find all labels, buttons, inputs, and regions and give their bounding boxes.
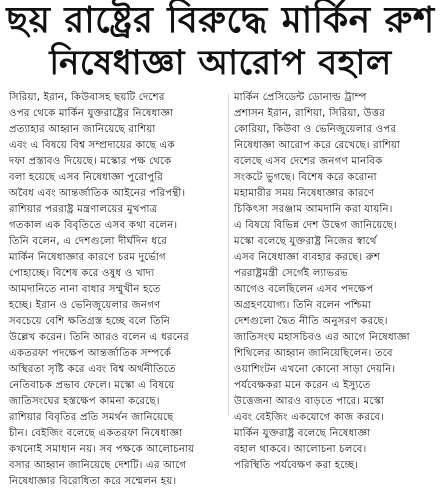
article-line: জাতিসংঘ মহাসচিবও এর আগে নিষেধাজ্ঞা (234, 332, 410, 343)
article-line: ওপর থেকে মার্কিন যুক্তরাষ্ট্রের নিষেধাজ্ঞা (9, 108, 174, 119)
article-line: পোহাচ্ছে। বিশেষ করে ওষুধ ও খাদ্য (9, 268, 155, 279)
headline-line-2: নিষেধাজ্ঞা আরোপ বহাল (49, 43, 392, 83)
article-line: দফা প্রস্তাবও দিয়েছে। মস্কোর পক্ষ থেকে (9, 156, 172, 167)
article-line: এসব নিষেধাজ্ঞা ব্যবহার করছে। রুশ (234, 252, 381, 263)
article-line: উল্লেখ করেন। তিনি আরও বলেন এ ধরনের (9, 332, 189, 343)
article-line: অস্থিরতা সৃষ্টি করে এবং বিশ্ব অর্থনীতিতে (9, 364, 176, 375)
article-line: বহাল থাকবে। আলোচনা চলবে। (234, 444, 367, 455)
headline-line-1: ছয় রাষ্ট্রের বিরুদ্ধে মার্কিন রুশ (6, 0, 435, 41)
article-line: হচ্ছে। ইরান ও ভেনিজুয়েলার জনগণ (9, 300, 161, 311)
article-line: রাশিয়ার পররাষ্ট্র মন্ত্রণালয়ের মুখপাত্র (9, 204, 158, 215)
column-divider (228, 94, 229, 416)
article-line: দেশগুলো দ্বৈত নীতি অনুসরণ করছে। (234, 316, 388, 327)
article-line: এবং এ বিষয়ে বিশ্ব সম্প্রদায়ের কাছে এক (9, 140, 175, 151)
article-line: সিরিয়া, ইরান, কিউবাসহ ছয়টি দেশের (9, 92, 165, 103)
article-line: চিকিৎসা সরঞ্জাম আমদানি করা যায়নি। (234, 204, 393, 215)
article-line: সংকটে ভুগছে। বিশেষ করে করোনা (234, 172, 377, 183)
article-line: আগেও বলেছিলেন এসব পদক্ষেপ (234, 284, 374, 295)
article-line: ওয়াশিংটন এখনো কোনো সাড়া দেয়নি। (234, 364, 396, 375)
article-line: চীন। বেইজিং বলেছে একতরফা নিষেধাজ্ঞা (9, 428, 183, 439)
article-line: গতকাল এক বিবৃতিতে এসব কথা বলেন। (9, 220, 178, 231)
article-line: পরিস্থিতি পর্যবেক্ষণ করা হচ্ছে। (234, 460, 359, 471)
article-line: বলেছে এসব দেশের জনগণ মানবিক (234, 156, 383, 167)
article-line: তিনি বলেন, এ দেশগুলো দীর্ঘদিন ধরে (9, 236, 168, 247)
article-line: নেতিবাচক প্রভাব ফেলে। মস্কো এ বিষয়ে (9, 380, 175, 391)
article-line: কখনোই সমাধান নয়। সব পক্ষকে আলোচনায় (9, 444, 195, 455)
article-line: সবচেয়ে বেশি ক্ষতিগ্রস্ত হচ্ছে বলে তিনি (9, 316, 170, 327)
article-line: অবৈধ এবং আন্তর্জাতিক আইনের পরিপন্থী। (9, 188, 186, 199)
article-line: প্রত্যাহার আহ্বান জানিয়েছে রাশিয়া (9, 124, 156, 135)
article-line: প্রশাসন ইরান, রাশিয়া, সিরিয়া, উত্তর (234, 108, 386, 119)
article-line: শিথিলের আহ্বান জানিয়েছিলেন। তবে (234, 348, 393, 359)
article-line: একতরফা পদক্ষেপ আন্তর্জাতিক সম্পর্কে (9, 348, 172, 359)
article-line: মার্কিন প্রেসিডেন্ট ডোনাল্ড ট্রাম্প (234, 92, 367, 103)
article-line: অগ্রহণযোগ্য। তিনি বলেন পশ্চিমা (234, 300, 371, 311)
article-column-right (234, 90, 434, 471)
article-line: এবং বেইজিং একযোগে কাজ করবে। (234, 412, 384, 423)
article-line: জাতিসংঘের হস্তক্ষেপ কামনা করেছে। (9, 396, 160, 407)
article-line: বলা হয়েছে এসব নিষেধাজ্ঞা পুরোপুরি (9, 172, 164, 183)
article-line: কোরিয়া, কিউবা ও ভেনিজুয়েলার ওপর (234, 124, 397, 135)
article-line: নিষেধাজ্ঞা আরোপ করে রেখেছে। রাশিয়া (234, 140, 401, 151)
article-line: নিষেধাজ্ঞার বিরোধিতা করে সম্মেলন হয়। (9, 476, 177, 487)
article-line: এ বিষয়ে বিভিন্ন দেশ উদ্বেগ জানিয়েছে। (234, 220, 397, 231)
article-column-left (9, 90, 223, 487)
article-line: মস্কো বলেছে যুক্তরাষ্ট্র নিজের স্বার্থে (234, 236, 377, 247)
article-line: রাশিয়ার বিবৃতির প্রতি সমর্থন জানিয়েছে (9, 412, 174, 423)
article-line: বসার আহ্বান জানিয়েছে দেশটি। এর আগে (9, 460, 187, 471)
article-line: আমদানিতে নানা বাধার সম্মুখীন হতে (9, 284, 161, 295)
article-line: পররাষ্ট্রমন্ত্রী সের্গেই ল্যাভরভ (234, 268, 348, 279)
article-line: পর্যবেক্ষকরা মনে করেন এ ইস্যুতে (234, 380, 371, 391)
article-line: উত্তেজনা আরও বাড়তে পারে। মস্কো (234, 396, 385, 407)
article-line: মহামারীর সময় নিষেধাজ্ঞার কারণে (234, 188, 375, 199)
article-line: মার্কিন যুক্তরাষ্ট্র বলেছে নিষেধাজ্ঞা (234, 428, 371, 439)
article-line: মার্কিন নিষেধাজ্ঞার কারণে চরম দুর্ভোগ (9, 252, 166, 263)
